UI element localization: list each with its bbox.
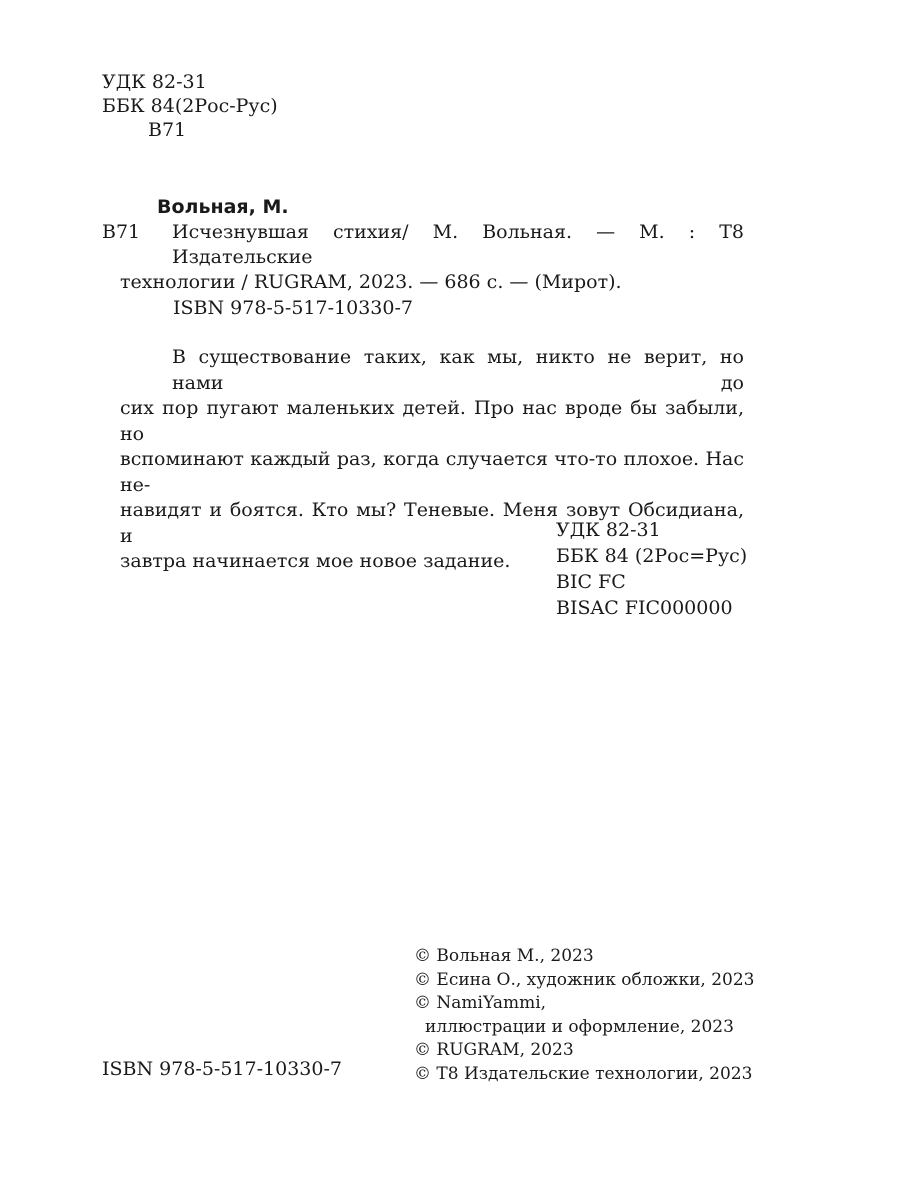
isbn-record: ISBN 978-5-517-10330-7 (173, 297, 413, 319)
udk-code: УДК 82-31 (102, 71, 207, 93)
author-mark: В71 (148, 119, 187, 141)
copyright-publisher: © Т8 Издательские технологии, 2023 (414, 1063, 753, 1084)
annotation-line: навидят и боятся. Кто мы? Теневые. Меня зовут Обсидиана, и (120, 499, 744, 547)
annotation-line: сих пор пугают маленьких детей. Про нас вроде бы забыли, но (120, 397, 744, 445)
bbk-code-right: ББК 84 (2Рос=Рус) (556, 545, 748, 567)
copyright-illustrator: © NamiYammi, (414, 993, 547, 1013)
record-author-mark: В71 (102, 221, 141, 243)
bibliographic-line-2: технологии / RUGRAM, 2023. — 686 с. — (Мирот). (120, 271, 622, 293)
bbk-code: ББК 84(2Рос-Рус) (102, 95, 278, 117)
udk-code-right: УДК 82-31 (556, 519, 661, 541)
bic-code: BIC FC (556, 571, 626, 593)
author-name: Вольная, М. (157, 196, 289, 218)
copyright-rugram: © RUGRAM, 2023 (414, 1040, 574, 1060)
annotation-line: В существование таких, как мы, никто не верит, но нами до (172, 346, 744, 394)
copyright-author: © Вольная М., 2023 (414, 946, 594, 966)
bisac-code: BISAC FIC000000 (556, 597, 733, 619)
annotation-line: завтра начинается мое новое задание. (120, 550, 511, 572)
bibliographic-record (120, 220, 744, 295)
bibliographic-line-1: Исчезнувшая стихия/ М. Вольная. — М. : Т8 Издательские (172, 221, 744, 268)
classification-right (556, 517, 747, 621)
classification-top (102, 70, 278, 142)
copyright-illustrator-role: иллюстрации и оформление, 2023 (425, 1016, 734, 1037)
isbn-bottom: ISBN 978-5-517-10330-7 (102, 1058, 342, 1080)
copyright-notices (414, 945, 754, 1086)
annotation-line: вспоминают каждый раз, когда случается что-то плохое. Нас не- (120, 448, 744, 496)
copyright-cover-artist: © Есина О., художник обложки, 2023 (414, 969, 755, 990)
